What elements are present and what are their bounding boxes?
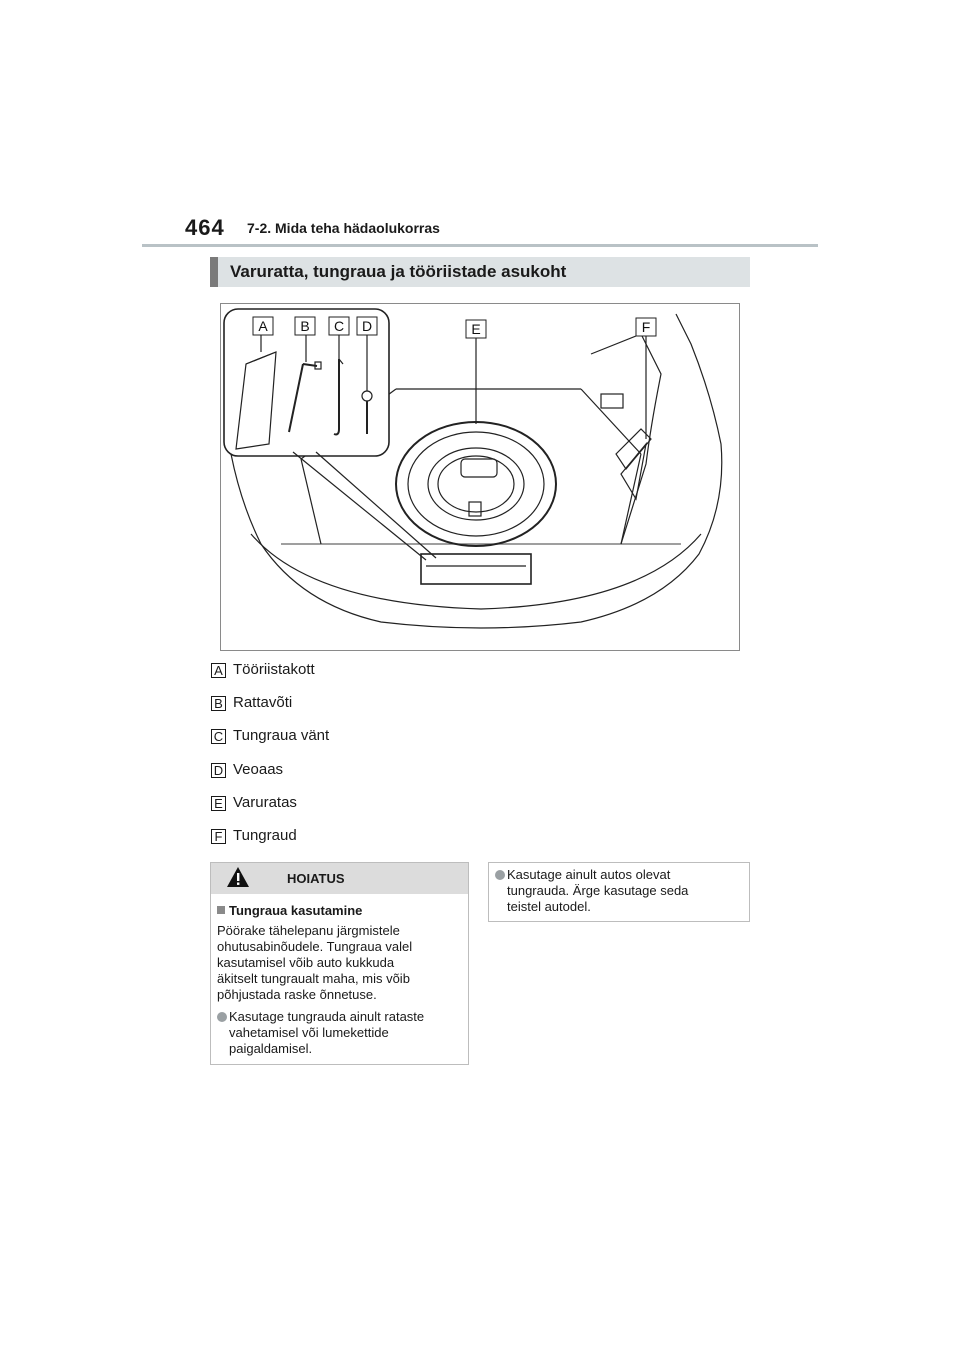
legend-key: A [211, 663, 226, 678]
callout-a: A [258, 318, 268, 334]
warning-triangle-icon [226, 866, 250, 888]
warning-body [217, 923, 462, 1003]
warning-title: HOIATUS [287, 871, 345, 886]
legend-label: Varuratas [233, 794, 297, 811]
note-box [488, 862, 750, 922]
warning-bullet [217, 1009, 462, 1059]
warning-subtitle-text: Tungraua kasutamine [229, 903, 363, 918]
trunk-drawing [221, 304, 739, 650]
note-line: Kasutage ainult autos olevat [507, 867, 671, 882]
legend-item [211, 726, 511, 748]
section-heading [210, 257, 750, 287]
legend-label: Tööriistakott [233, 661, 315, 678]
section-title: Varuratta, tungraua ja tööriistade asukoht [230, 262, 567, 281]
header-divider [142, 244, 818, 247]
bullet-dot-icon [217, 1012, 227, 1022]
legend-key: F [211, 829, 226, 844]
legend-item [211, 826, 511, 848]
callout-e: E [471, 321, 481, 337]
chapter-title: 7-2. Mida teha hädaolukorras [247, 220, 440, 236]
note-bullet [495, 867, 745, 919]
warning-line: äkitselt tungraualt maha, mis võib [217, 971, 410, 986]
warning-bullet-line: Kasutage tungrauda ainult rataste [229, 1009, 425, 1024]
legend-key: E [211, 796, 226, 811]
square-bullet-icon [217, 906, 225, 914]
legend-item [211, 760, 511, 782]
warning-line: kasutamisel võib auto kukkuda [217, 955, 395, 970]
legend-key: D [211, 763, 226, 778]
legend-item [211, 693, 511, 715]
bullet-dot-icon [495, 870, 505, 880]
legend-key: B [211, 696, 226, 711]
trunk-illustration [220, 303, 740, 651]
warning-bullet-line: vahetamisel või lumekettide [229, 1025, 389, 1040]
note-line: tungrauda. Ärge kasutage seda [507, 883, 689, 898]
page-number: 464 [185, 215, 225, 240]
legend-item [211, 660, 511, 682]
warning-bullet-line: paigaldamisel. [229, 1041, 313, 1056]
warning-line: Pöörake tähelepanu järgmistele [217, 923, 400, 938]
legend-key: C [211, 729, 226, 744]
warning-box [210, 862, 469, 1065]
legend-label: Tungraua vänt [233, 727, 330, 744]
warning-line: põhjustada raske õnnetuse. [217, 987, 377, 1002]
callout-b: B [300, 318, 310, 334]
legend-item [211, 793, 511, 815]
warning-line: ohutusabinõudele. Tungraua valel [217, 939, 413, 954]
callout-f: F [641, 319, 651, 335]
legend-label: Veoaas [233, 761, 284, 778]
legend-label: Rattavõti [233, 694, 293, 711]
note-line: teistel autodel. [507, 899, 591, 914]
callout-d: D [361, 318, 373, 334]
warning-subtitle [217, 903, 362, 918]
callout-c: C [333, 318, 345, 334]
legend-label: Tungraud [233, 827, 297, 844]
